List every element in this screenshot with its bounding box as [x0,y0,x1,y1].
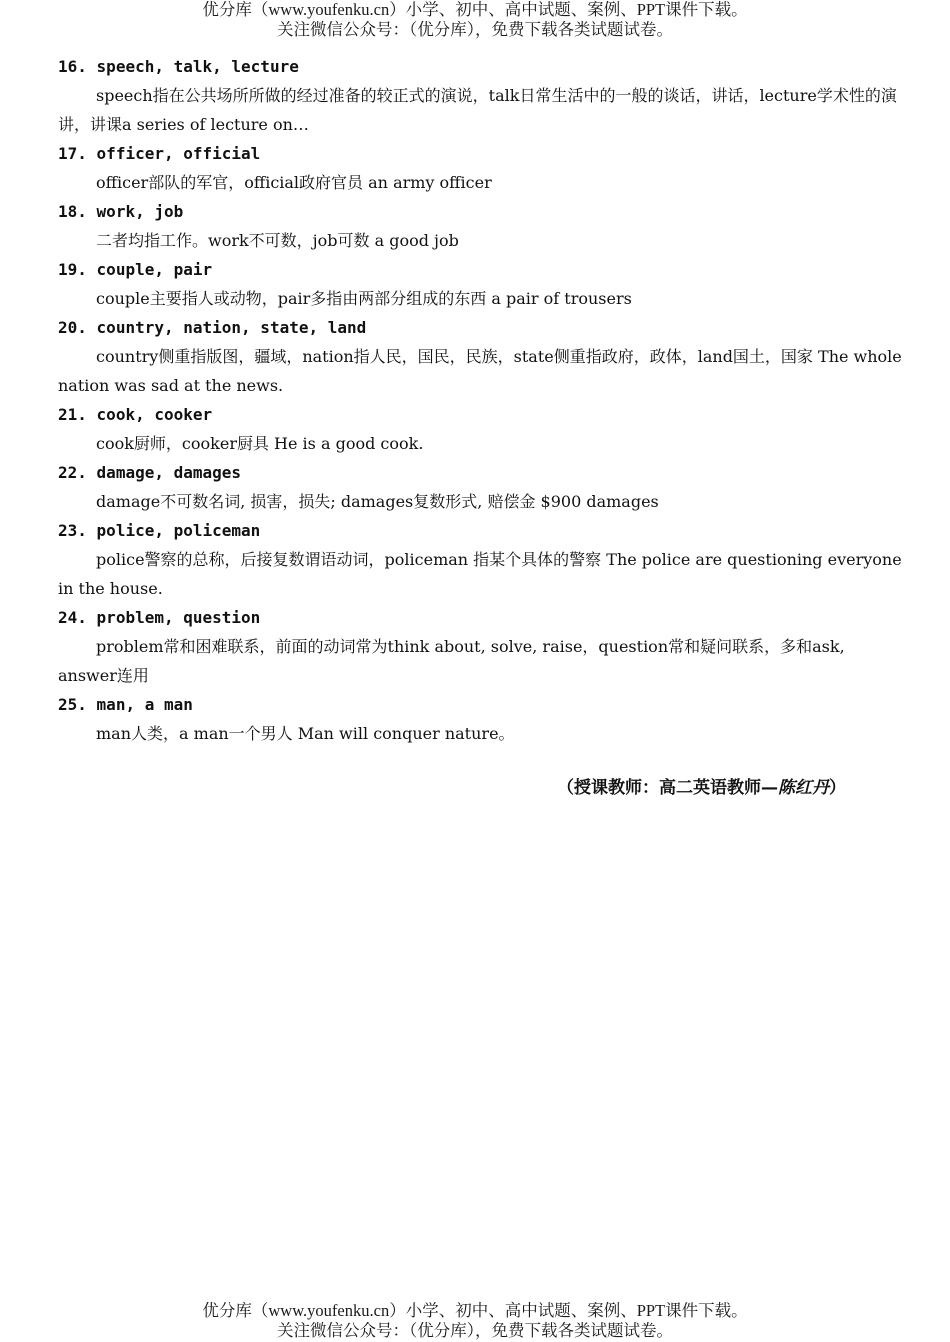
entry-heading [58,52,908,81]
entry-title: speech, talk, lecture [96,57,299,76]
entry-number: 17. [58,144,87,163]
entry-number: 23. [58,521,87,540]
entry-body: man人类，a man一个男人 Man will conquer nature。 [96,724,515,743]
entry-25 [58,690,908,748]
entry-title: cook, cooker [96,405,213,424]
entry-16 [58,52,908,139]
entry-18 [58,197,908,255]
entry-body: couple主要指人或动物，pair多指由两部分组成的东西 a pair of trousers [96,289,632,308]
entry-title: officer, official [96,144,261,163]
entry-body: cook厨师，cooker厨具 He is a good cook. [96,434,424,453]
entry-heading [58,458,908,487]
entry-title: country, nation, state, land [96,318,367,337]
teacher-name: 陈红丹 [778,778,829,798]
entry-number: 20. [58,318,87,337]
entry-21 [58,400,908,458]
header-line-2: 关注微信公众号：（优分库），免费下载各类试题试卷。 [277,20,673,39]
header-line-1: 优分库（www.youfenku.cn）小学、初中、高中试题、案例、PPT课件下载。 [202,0,748,19]
entry-number: 16. [58,57,87,76]
page-header [0,0,950,40]
entry-23 [58,516,908,603]
footer-line-2: 关注微信公众号：（优分库），免费下载各类试题试卷。 [277,1321,673,1340]
entry-number: 19. [58,260,87,279]
entry-24 [58,603,908,690]
teacher-signature [557,776,846,800]
signature-prefix: （授课教师：高二英语教师— [557,778,778,798]
entry-heading [58,313,908,342]
entry-number: 21. [58,405,87,424]
entry-heading [58,255,908,284]
entry-title: damage, damages [96,463,242,482]
footer-line-1: 优分库（www.youfenku.cn）小学、初中、高中试题、案例、PPT课件下载。 [202,1301,748,1320]
entry-heading [58,197,908,226]
entry-heading [58,400,908,429]
signature-suffix: ） [829,778,846,798]
vocabulary-list [58,52,908,748]
entry-body: problem常和困难联系，前面的动词常为think about, solve, raise，question常和疑问联系，多和ask, answer连用 [58,637,845,685]
entry-17 [58,139,908,197]
entry-heading [58,603,908,632]
entry-heading [58,690,908,719]
entry-body: country侧重指版图，疆域，nation指人民，国民，民族，state侧重指政府，政体，land国土，国家 The whole nation was sad at the news. [58,347,902,395]
entry-body: speech指在公共场所所做的经过准备的较正式的演说，talk日常生活中的一般的谈话，讲话，lecture学术性的演讲，讲课a series of lecture on… [58,86,897,134]
entry-heading [58,139,908,168]
entry-body: 二者均指工作。work不可数，job可数 a good job [96,231,459,250]
entry-body: damage不可数名词, 损害，损失; damages复数形式, 赔偿金 $900 damages [96,492,659,511]
entry-19 [58,255,908,313]
entry-title: problem, question [96,608,261,627]
entry-heading [58,516,908,545]
entry-body: officer部队的军官，official政府官员 an army officer [96,173,492,192]
entry-number: 25. [58,695,87,714]
entry-title: work, job [96,202,184,221]
entry-body: police警察的总称，后接复数谓语动词，policeman 指某个具体的警察 The police are questioning everyone in the house. [58,550,902,598]
page-footer [0,1301,950,1341]
entry-number: 18. [58,202,87,221]
entry-title: police, policeman [96,521,261,540]
entry-title: couple, pair [96,260,213,279]
entry-number: 24. [58,608,87,627]
entry-number: 22. [58,463,87,482]
entry-22 [58,458,908,516]
entry-title: man, a man [96,695,193,714]
entry-20 [58,313,908,400]
